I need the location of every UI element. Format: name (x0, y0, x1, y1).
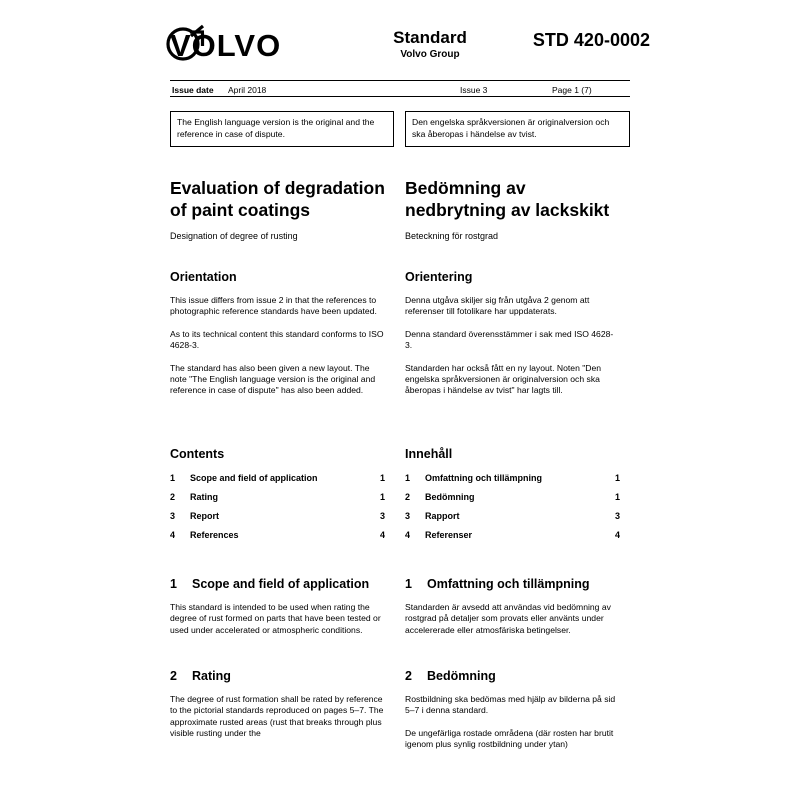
toc-page: 1 (614, 492, 620, 502)
english-orientation-heading: Orientation (170, 270, 237, 284)
toc-number: 2 (405, 492, 411, 502)
swedish-column (405, 177, 620, 750)
swedish-section-1 (405, 577, 620, 636)
list-item[interactable] (405, 473, 620, 492)
swedish-orientation-p3: Standarden har också fått en ny layout. Noten "Den engelska språkversionen är originalversion och ska åberopas i händelse av tvist" har lagts till. (405, 362, 602, 396)
english-section1-heading (170, 577, 385, 591)
english-orientation-p3: The standard has also been given a new layout. The note "The English language version is the original and reference in case of dispute" has also been added. (170, 362, 376, 396)
issue-date-value: April 2018 (228, 85, 267, 95)
list-item[interactable] (405, 530, 620, 549)
toc-label: Rapport (425, 511, 460, 521)
toc-number: 4 (405, 530, 411, 540)
english-contents-block (170, 447, 385, 549)
standard-document-sheet (140, 10, 660, 780)
toc-number: 3 (405, 511, 411, 521)
toc-number: 2 (170, 492, 176, 502)
section2-number: 2 (170, 669, 177, 683)
english-section2-heading (170, 669, 385, 683)
swedish-toc (405, 473, 620, 549)
swedish-orientation-heading: Orientering (405, 270, 473, 284)
english-orientation-p2: As to its technical content this standard conforms to ISO 4628-3. (170, 328, 384, 351)
toc-page: 1 (379, 492, 385, 502)
toc-page: 3 (379, 511, 385, 521)
toc-label: Bedömning (425, 492, 475, 502)
toc-label: Referenser (425, 530, 473, 540)
english-column (170, 177, 385, 739)
english-contents-heading: Contents (170, 447, 225, 461)
english-section1-text: This standard is intended to be used when rating the degree of rust formed on parts that have been tested or used under accelerated or atmospheric conditions. (170, 602, 381, 635)
english-language-note: The English language version is the original and the reference in case of dispute. (170, 111, 394, 147)
toc-number: 1 (405, 473, 411, 483)
document-meta-row (170, 80, 630, 97)
toc-label: Omfattning och tillämpning (425, 473, 542, 483)
page-number: Page 1 (7) (552, 85, 592, 95)
swedish-contents-heading: Innehåll (405, 447, 453, 461)
swedish-title: Bedömning av nedbrytning av lackskikt (405, 178, 610, 220)
toc-number: 3 (170, 511, 176, 521)
swedish-language-note: Den engelska språkversionen är originalversion och ska åberopas i händelse av tvist. (405, 111, 630, 147)
english-section2-text: The degree of rust formation shall be rated by reference to the pictorial standards reproduced on pages 5–7. The approximate rusted areas (rust that breaks through plus visible rusting under the (170, 694, 384, 739)
language-note-boxes (170, 111, 630, 147)
swedish-section1-text: Standarden är avsedd att användas vid bedömning av rostgrad på detaljer som provats eller använts under accelererade eller atmosfäriska betingelser. (405, 602, 611, 635)
section1-number: 1 (405, 577, 412, 591)
toc-page: 4 (614, 530, 620, 540)
english-orientation-p1: This issue differs from issue 2 in that the references to photographic reference standards have been updated. (170, 295, 377, 317)
swedish-section-2 (405, 669, 620, 751)
swedish-section1-heading (405, 577, 620, 591)
document-number: STD 420-0002 (532, 30, 650, 50)
issue-number: Issue 3 (460, 85, 488, 95)
swedish-section2-text-2: De ungefärliga rostade områdena (där rosten har brutit igenom plus synlig rostbildning under ytan) (405, 727, 614, 750)
header-group-subtitle: Volvo Group (400, 49, 460, 60)
header-center (355, 28, 505, 60)
toc-label: Scope and field of application (190, 473, 318, 483)
swedish-orientation-p2: Denna standard överensstämmer i sak med ISO 4628-3. (405, 328, 614, 351)
toc-page: 1 (379, 473, 385, 483)
section1-title: Scope and field of application (192, 577, 370, 591)
header-standard-title: Standard (393, 28, 467, 47)
swedish-orientation-p1: Denna utgåva skiljer sig från utgåva 2 genom att referenser till fotolikare har uppdaterats. (405, 295, 590, 317)
list-item[interactable] (170, 473, 385, 492)
toc-number: 4 (170, 530, 176, 540)
document-header (140, 10, 660, 62)
list-item[interactable] (170, 530, 385, 549)
swedish-contents-block (405, 447, 620, 549)
english-toc (170, 473, 385, 549)
section1-number: 1 (170, 577, 177, 591)
toc-page: 3 (614, 511, 620, 521)
section2-title: Rating (192, 669, 231, 683)
swedish-section2-heading (405, 669, 620, 683)
list-item[interactable] (405, 492, 620, 511)
toc-page: 4 (379, 530, 385, 540)
section1-title: Omfattning och tillämpning (427, 577, 590, 591)
toc-label: Rating (190, 492, 218, 502)
section2-title: Bedömning (427, 669, 496, 683)
english-section-1 (170, 577, 385, 636)
section2-number: 2 (405, 669, 412, 683)
swedish-subtitle: Beteckning för rostgrad (405, 231, 499, 241)
english-section-2 (170, 669, 385, 740)
volvo-wordmark: VOLVO (170, 28, 282, 63)
english-title: Evaluation of degradation of paint coatings (170, 178, 385, 220)
toc-number: 1 (170, 473, 176, 483)
toc-page: 1 (614, 473, 620, 483)
english-subtitle: Designation of degree of rusting (170, 231, 298, 241)
toc-label: Report (190, 511, 219, 521)
list-item[interactable] (170, 511, 385, 530)
list-item[interactable] (170, 492, 385, 511)
issue-date-label: Issue date (172, 85, 214, 95)
toc-label: References (190, 530, 239, 540)
swedish-section2-text-1: Rostbildning ska bedömas med hjälp av bilderna på sid 5–7 i denna standard. (405, 694, 616, 716)
list-item[interactable] (405, 511, 620, 530)
